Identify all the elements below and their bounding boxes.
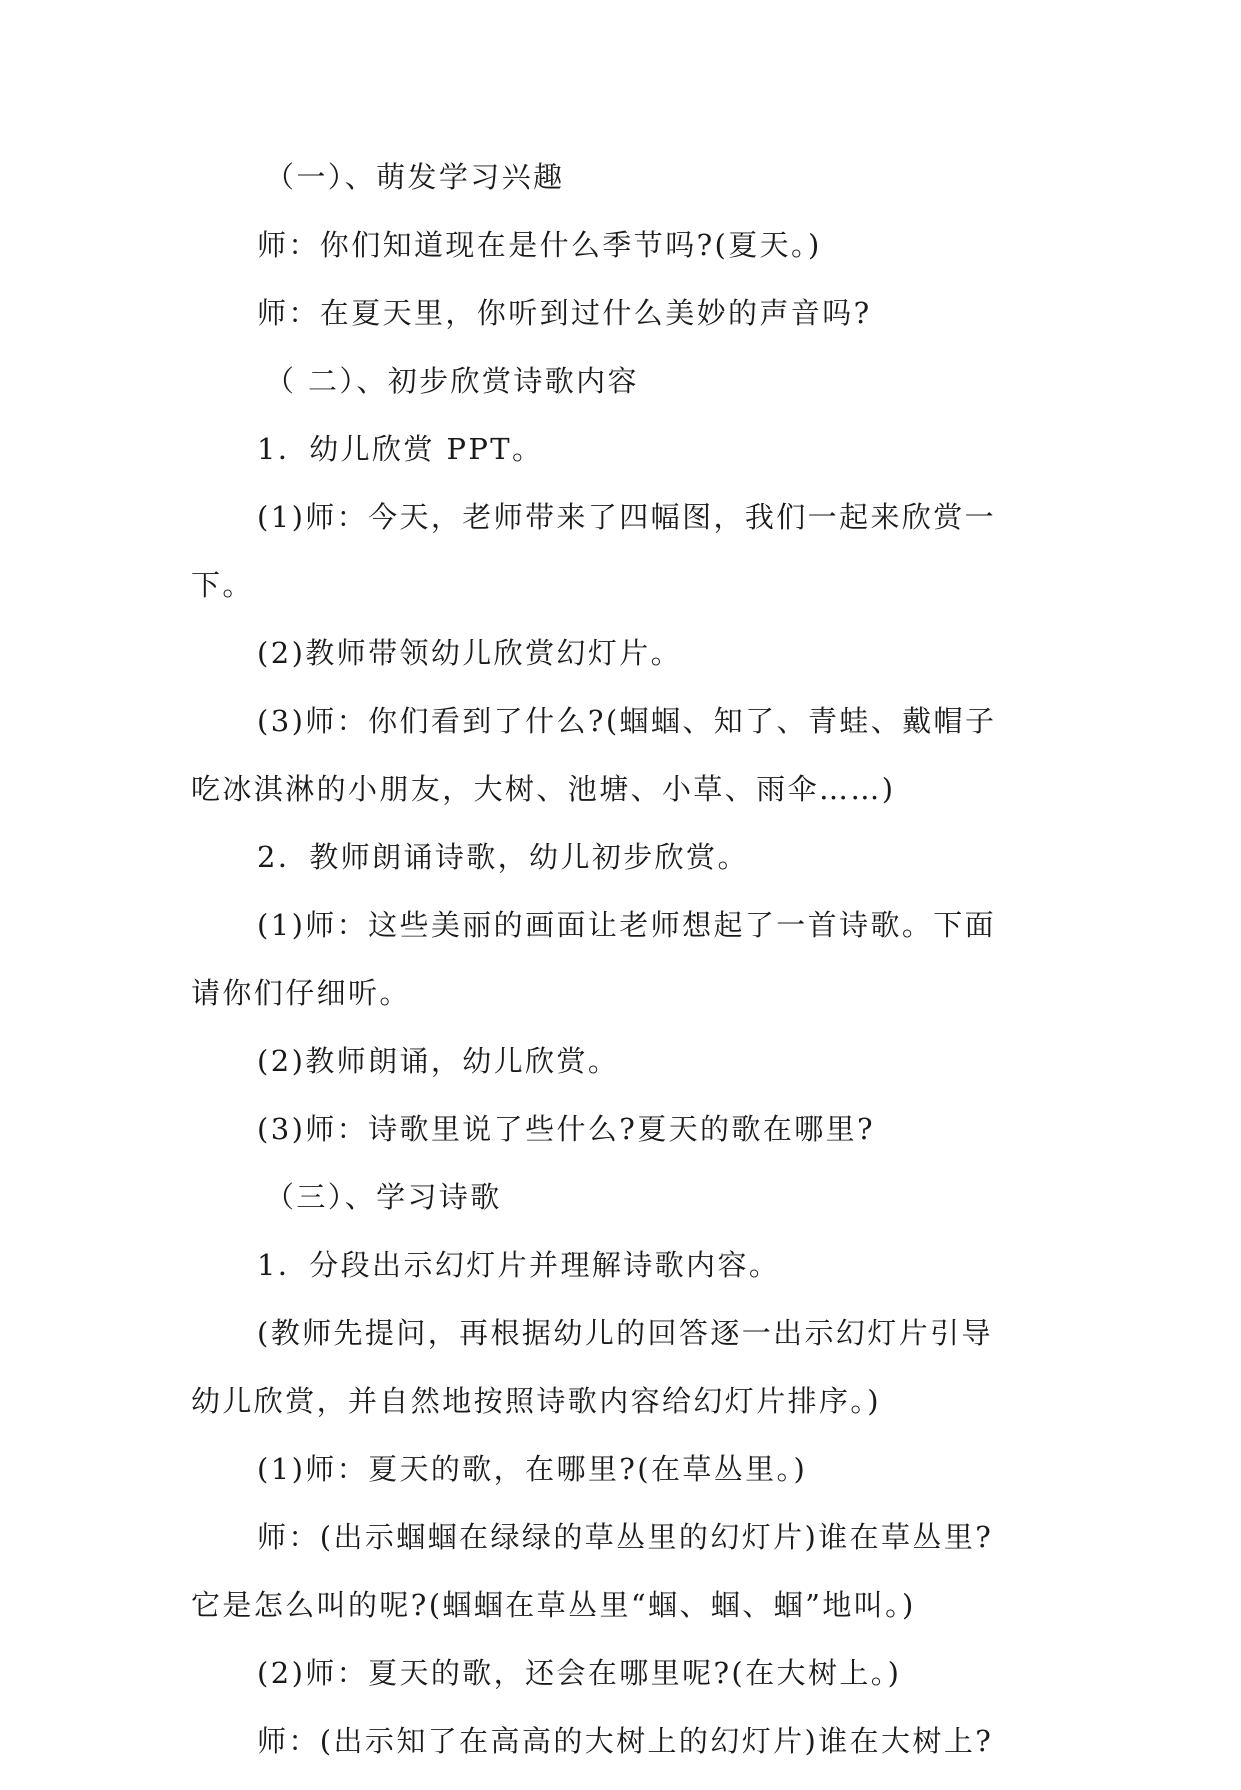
paragraph: (2)教师带领幼儿欣赏幻灯片。 <box>257 636 683 670</box>
section-heading-2: （ 二）、初步欣赏诗歌内容 <box>265 364 639 398</box>
section-heading-3: （三）、学习诗歌 <box>265 1180 502 1214</box>
paragraph-continuation: 吃冰淇淋的小朋友，大树、池塘、小草、雨伞……) <box>191 772 896 806</box>
document-body <box>191 158 1061 1790</box>
section-heading-1: （一）、萌发学习兴趣 <box>265 160 565 194</box>
paragraph: (2)教师朗诵，幼儿欣赏。 <box>257 1044 620 1078</box>
paragraph: 2．教师朗诵诗歌，幼儿初步欣赏。 <box>257 840 749 874</box>
paragraph-continuation: 它是怎么叫的呢?(蝈蝈在草丛里“蝈、蝈、蝈”地叫。) <box>191 1588 916 1622</box>
paragraph: (教师先提问，再根据幼儿的回答逐一出示幻灯片引导 <box>257 1316 993 1350</box>
paragraph: 1．幼儿欣赏 PPT。 <box>257 432 544 466</box>
paragraph: 师：(出示知了在高高的大树上的幻灯片)谁在大树上? <box>257 1724 994 1758</box>
paragraph: (3)师：你们看到了什么?(蝈蝈、知了、青蛙、戴帽子 <box>257 704 997 738</box>
paragraph: (1)师：这些美丽的画面让老师想起了一首诗歌。下面 <box>257 908 997 942</box>
paragraph: (2)师：夏天的歌，还会在哪里呢?(在大树上。) <box>257 1656 902 1690</box>
paragraph: 师：(出示蝈蝈在绿绿的草丛里的幻灯片)谁在草丛里? <box>257 1520 994 1554</box>
paragraph-continuation: 请你们仔细听。 <box>191 976 411 1010</box>
paragraph: 师：在夏天里，你听到过什么美妙的声音吗? <box>257 296 872 330</box>
paragraph: (1)师：今天，老师带来了四幅图，我们一起来欣赏一 <box>257 500 997 534</box>
paragraph: (1)师：夏天的歌，在哪里?(在草丛里。) <box>257 1452 808 1486</box>
paragraph-continuation: 幼儿欣赏，并自然地按照诗歌内容给幻灯片排序。) <box>191 1384 882 1418</box>
paragraph-continuation: 下。 <box>191 568 254 602</box>
paragraph: 师：你们知道现在是什么季节吗?(夏天。) <box>257 228 822 262</box>
paragraph: 1．分段出示幻灯片并理解诗歌内容。 <box>257 1248 781 1282</box>
paragraph: (3)师：诗歌里说了些什么?夏天的歌在哪里? <box>257 1112 875 1146</box>
